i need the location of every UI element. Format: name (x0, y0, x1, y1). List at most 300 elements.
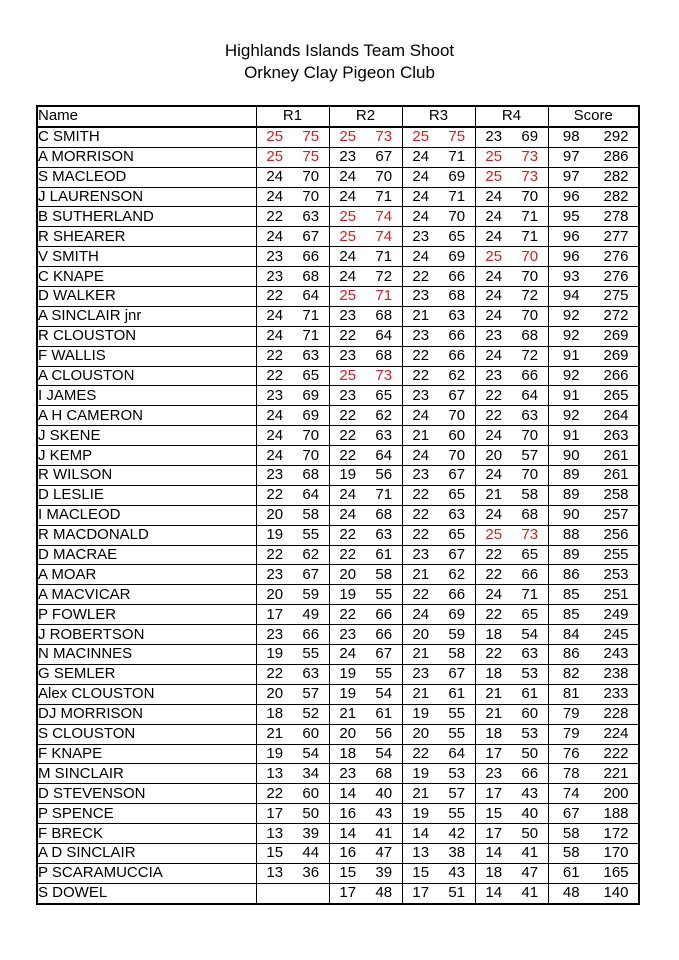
r1-hits (256, 883, 293, 903)
r1-hits: 22 (256, 287, 293, 307)
shooter-name: G SEMLER (37, 664, 256, 684)
r4-hits: 22 (475, 565, 512, 585)
score-points: 243 (594, 645, 639, 665)
score-hits: 94 (548, 287, 594, 307)
shooter-name: R SHEARER (37, 227, 256, 247)
r4-hits: 21 (475, 704, 512, 724)
shooter-name: J ROBERTSON (37, 625, 256, 645)
table-row (37, 704, 639, 724)
r3-hits: 21 (402, 784, 439, 804)
r2-hits: 23 (329, 386, 366, 406)
table-row (37, 824, 639, 844)
r2-hits: 22 (329, 545, 366, 565)
r2-hits: 23 (329, 306, 366, 326)
r4-hits: 15 (475, 804, 512, 824)
r2-points: 68 (366, 306, 402, 326)
score-hits: 84 (548, 625, 594, 645)
r2-hits: 25 (329, 227, 366, 247)
r1-hits: 19 (256, 645, 293, 665)
score-hits: 67 (548, 804, 594, 824)
score-hits: 91 (548, 426, 594, 446)
shooter-name: A D SINCLAIR (37, 843, 256, 863)
r1-points: 49 (293, 605, 329, 625)
r3-points: 70 (439, 207, 475, 227)
score-points: 282 (594, 187, 639, 207)
score-hits: 92 (548, 406, 594, 426)
r2-points: 66 (366, 625, 402, 645)
r1-hits: 23 (256, 466, 293, 486)
r2-points: 64 (366, 446, 402, 466)
r4-points: 73 (512, 167, 548, 187)
r1-points: 60 (293, 724, 329, 744)
shooter-name: R MACDONALD (37, 525, 256, 545)
r1-hits: 20 (256, 684, 293, 704)
score-hits: 85 (548, 605, 594, 625)
r3-points: 38 (439, 843, 475, 863)
score-points: 261 (594, 466, 639, 486)
r3-hits: 19 (402, 764, 439, 784)
r1-hits: 17 (256, 804, 293, 824)
results-body (37, 127, 639, 904)
r2-hits: 18 (329, 744, 366, 764)
results-table (36, 105, 640, 905)
r1-hits: 22 (256, 346, 293, 366)
r1-hits: 13 (256, 824, 293, 844)
r2-points: 58 (366, 565, 402, 585)
r1-points: 54 (293, 744, 329, 764)
score-points: 269 (594, 346, 639, 366)
r4-hits: 22 (475, 605, 512, 625)
r4-points: 73 (512, 525, 548, 545)
r1-points: 55 (293, 645, 329, 665)
r3-points: 62 (439, 366, 475, 386)
score-hits: 95 (548, 207, 594, 227)
score-hits: 61 (548, 863, 594, 883)
r1-points: 57 (293, 684, 329, 704)
r4-points: 47 (512, 863, 548, 883)
table-row (37, 167, 639, 187)
r4-points: 68 (512, 326, 548, 346)
score-hits: 90 (548, 505, 594, 525)
r2-hits: 22 (329, 326, 366, 346)
r2-points: 40 (366, 784, 402, 804)
r1-hits: 19 (256, 744, 293, 764)
r1-hits: 13 (256, 863, 293, 883)
score-points: 264 (594, 406, 639, 426)
r4-points: 70 (512, 306, 548, 326)
r1-points: 66 (293, 625, 329, 645)
r4-hits: 21 (475, 684, 512, 704)
table-row (37, 664, 639, 684)
r1-points: 63 (293, 207, 329, 227)
r2-hits: 25 (329, 127, 366, 147)
r3-hits: 14 (402, 824, 439, 844)
r2-points: 63 (366, 426, 402, 446)
table-row (37, 306, 639, 326)
column-header-r4: R4 (475, 106, 548, 127)
r3-hits: 15 (402, 863, 439, 883)
table-row (37, 267, 639, 287)
r4-points: 70 (512, 187, 548, 207)
r4-points: 40 (512, 804, 548, 824)
r4-hits: 17 (475, 744, 512, 764)
r2-hits: 23 (329, 346, 366, 366)
shooter-name: F KNAPE (37, 744, 256, 764)
score-hits: 96 (548, 227, 594, 247)
r2-points: 70 (366, 167, 402, 187)
page-subtitle: Orkney Clay Pigeon Club (244, 63, 435, 82)
r4-hits: 25 (475, 147, 512, 167)
r4-hits: 22 (475, 645, 512, 665)
shooter-name: B SUTHERLAND (37, 207, 256, 227)
score-points: 265 (594, 386, 639, 406)
r2-hits: 21 (329, 704, 366, 724)
r2-hits: 16 (329, 843, 366, 863)
r4-points: 60 (512, 704, 548, 724)
table-row (37, 187, 639, 207)
score-points: 272 (594, 306, 639, 326)
r4-points: 57 (512, 446, 548, 466)
shooter-name: J SKENE (37, 426, 256, 446)
r4-points: 73 (512, 147, 548, 167)
r1-hits: 24 (256, 446, 293, 466)
r3-points: 67 (439, 545, 475, 565)
r4-points: 69 (512, 127, 548, 147)
r3-points: 42 (439, 824, 475, 844)
table-row (37, 565, 639, 585)
r2-points: 71 (366, 247, 402, 267)
r3-hits: 21 (402, 306, 439, 326)
r4-hits: 21 (475, 485, 512, 505)
r1-points: 67 (293, 565, 329, 585)
r3-points: 70 (439, 406, 475, 426)
r3-hits: 24 (402, 207, 439, 227)
column-header-r3: R3 (402, 106, 475, 127)
score-hits: 85 (548, 585, 594, 605)
r2-hits: 20 (329, 565, 366, 585)
score-points: 286 (594, 147, 639, 167)
r4-hits: 25 (475, 247, 512, 267)
shooter-name: R WILSON (37, 466, 256, 486)
r2-hits: 25 (329, 366, 366, 386)
table-row (37, 585, 639, 605)
r4-points: 72 (512, 287, 548, 307)
r4-hits: 20 (475, 446, 512, 466)
r4-points: 41 (512, 843, 548, 863)
score-points: 245 (594, 625, 639, 645)
r3-hits: 25 (402, 127, 439, 147)
score-hits: 86 (548, 645, 594, 665)
r4-hits: 22 (475, 386, 512, 406)
table-row (37, 326, 639, 346)
score-points: 224 (594, 724, 639, 744)
shooter-name: V SMITH (37, 247, 256, 267)
r4-hits: 25 (475, 525, 512, 545)
r3-hits: 22 (402, 525, 439, 545)
r3-hits: 23 (402, 466, 439, 486)
r3-points: 60 (439, 426, 475, 446)
r4-hits: 17 (475, 784, 512, 804)
r2-hits: 14 (329, 784, 366, 804)
table-row (37, 784, 639, 804)
shooter-name: N MACINNES (37, 645, 256, 665)
table-row (37, 366, 639, 386)
r3-hits: 13 (402, 843, 439, 863)
r1-points: 44 (293, 843, 329, 863)
r4-points: 43 (512, 784, 548, 804)
r1-points: 58 (293, 505, 329, 525)
r2-points: 71 (366, 187, 402, 207)
r2-hits: 19 (329, 684, 366, 704)
shooter-name: D STEVENSON (37, 784, 256, 804)
score-points: 275 (594, 287, 639, 307)
r4-points: 70 (512, 267, 548, 287)
r1-points: 69 (293, 406, 329, 426)
r2-points: 61 (366, 704, 402, 724)
score-hits: 48 (562, 884, 580, 902)
r4-points: 71 (512, 207, 548, 227)
page-header (0, 40, 679, 84)
r4-points: 66 (512, 366, 548, 386)
r2-hits: 22 (329, 446, 366, 466)
shooter-name: M SINCLAIR (37, 764, 256, 784)
score-hits: 79 (548, 704, 594, 724)
r1-points: 71 (293, 326, 329, 346)
r2-hits: 25 (329, 207, 366, 227)
r3-hits: 23 (402, 664, 439, 684)
r2-points: 73 (366, 127, 402, 147)
r2-hits: 24 (329, 267, 366, 287)
score-hits: 92 (548, 306, 594, 326)
shooter-name: S MACLEOD (37, 167, 256, 187)
r3-hits: 24 (402, 187, 439, 207)
r2-points: 74 (366, 207, 402, 227)
r3-points: 62 (439, 565, 475, 585)
r1-hits: 24 (256, 187, 293, 207)
r1-hits: 23 (256, 247, 293, 267)
column-header-score: Score (548, 106, 639, 127)
table-row (37, 147, 639, 167)
r4-points: 41 (512, 883, 548, 903)
shooter-name: DJ MORRISON (37, 704, 256, 724)
r1-points: 55 (293, 525, 329, 545)
r1-points: 50 (293, 804, 329, 824)
r1-points: 64 (293, 287, 329, 307)
r2-points: 39 (366, 863, 402, 883)
r3-points: 67 (439, 664, 475, 684)
r1-points: 52 (293, 704, 329, 724)
r3-points: 68 (439, 287, 475, 307)
score-hits: 88 (548, 525, 594, 545)
shooter-name: A MOAR (37, 565, 256, 585)
r3-points: 71 (439, 147, 475, 167)
r2-hits: 23 (329, 147, 366, 167)
table-row (37, 724, 639, 744)
r3-hits: 23 (402, 227, 439, 247)
r3-hits: 22 (402, 744, 439, 764)
r4-points: 54 (512, 625, 548, 645)
r2-points: 71 (366, 287, 402, 307)
table-row (37, 744, 639, 764)
table-row (37, 505, 639, 525)
r4-hits: 24 (475, 187, 512, 207)
score-hits: 74 (548, 784, 594, 804)
score-points: 258 (594, 485, 639, 505)
r1-hits: 24 (256, 167, 293, 187)
r4-points: 70 (512, 247, 548, 267)
r3-hits: 23 (402, 386, 439, 406)
r4-points: 66 (512, 565, 548, 585)
shooter-name: D LESLIE (37, 485, 256, 505)
score-points: 282 (594, 167, 639, 187)
score-hits: 97 (548, 147, 594, 167)
r4-points: 53 (512, 664, 548, 684)
r1-hits: 22 (256, 207, 293, 227)
r4-points: 68 (512, 505, 548, 525)
r4-points: 71 (512, 585, 548, 605)
score-hits: 92 (548, 326, 594, 346)
r2-points: 67 (366, 645, 402, 665)
score-points: 261 (594, 446, 639, 466)
r3-points: 67 (439, 386, 475, 406)
r2-hits: 22 (329, 426, 366, 446)
r1-hits: 24 (256, 326, 293, 346)
score-points: 253 (594, 565, 639, 585)
score-points: 255 (594, 545, 639, 565)
r4-points: 70 (512, 466, 548, 486)
shooter-name: A MORRISON (37, 147, 256, 167)
score-hits: 89 (548, 485, 594, 505)
r2-points: 68 (366, 764, 402, 784)
r4-hits: 23 (475, 366, 512, 386)
table-row (37, 287, 639, 307)
r4-points: 50 (512, 824, 548, 844)
shooter-name: J KEMP (37, 446, 256, 466)
score-points: 278 (594, 207, 639, 227)
r4-hits: 23 (475, 127, 512, 147)
r3-points: 65 (439, 485, 475, 505)
r4-points: 63 (512, 645, 548, 665)
table-row (37, 684, 639, 704)
score-points: 228 (594, 704, 639, 724)
score-hits: 91 (548, 386, 594, 406)
r4-hits: 18 (475, 724, 512, 744)
r2-points: 67 (366, 147, 402, 167)
r4-hits: 25 (475, 167, 512, 187)
table-row (37, 843, 639, 863)
r2-points: 72 (366, 267, 402, 287)
score-points: 257 (594, 505, 639, 525)
r2-hits: 14 (329, 824, 366, 844)
r2-points: 41 (366, 824, 402, 844)
shooter-name: D WALKER (37, 287, 256, 307)
score-points: 200 (594, 784, 639, 804)
r3-points: 61 (439, 684, 475, 704)
r1-points: 75 (293, 147, 329, 167)
r3-hits: 22 (402, 485, 439, 505)
shooter-name: P FOWLER (37, 605, 256, 625)
r1-hits: 18 (256, 704, 293, 724)
r4-points: 63 (512, 406, 548, 426)
r3-hits: 22 (402, 346, 439, 366)
r1-points: 70 (293, 426, 329, 446)
r2-points: 74 (366, 227, 402, 247)
r4-hits: 24 (475, 466, 512, 486)
r3-hits: 20 (402, 625, 439, 645)
table-row (37, 247, 639, 267)
r3-hits: 19 (402, 804, 439, 824)
r4-hits: 17 (475, 824, 512, 844)
r3-points: 55 (439, 704, 475, 724)
r2-points: 68 (366, 346, 402, 366)
r3-points: 63 (439, 505, 475, 525)
r3-hits: 22 (402, 366, 439, 386)
r2-hits: 24 (329, 187, 366, 207)
r1-hits: 24 (256, 227, 293, 247)
r4-points: 65 (512, 545, 548, 565)
r2-hits: 19 (329, 466, 366, 486)
r4-hits: 24 (475, 267, 512, 287)
table-row (37, 605, 639, 625)
r1-hits: 24 (256, 426, 293, 446)
r3-hits: 23 (402, 326, 439, 346)
r2-hits: 17 (339, 884, 357, 902)
shooter-name: J LAURENSON (37, 187, 256, 207)
r1-hits: 25 (256, 147, 293, 167)
r2-points: 48 (366, 883, 402, 903)
shooter-name: P SPENCE (37, 804, 256, 824)
score-hits: 81 (548, 684, 594, 704)
r3-points: 71 (439, 187, 475, 207)
r2-hits: 16 (329, 804, 366, 824)
r4-hits: 24 (475, 505, 512, 525)
page-title: Highlands Islands Team Shoot (224, 41, 455, 60)
column-header-r1: R1 (256, 106, 329, 127)
r4-hits: 24 (475, 207, 512, 227)
r2-hits: 22 (329, 406, 366, 426)
table-row (37, 426, 639, 446)
table-row (37, 386, 639, 406)
r1-points: 69 (293, 386, 329, 406)
shooter-name: I MACLEOD (37, 505, 256, 525)
r3-points: 69 (439, 247, 475, 267)
r3-hits: 24 (402, 167, 439, 187)
shooter-name: P SCARAMUCCIA (37, 863, 256, 883)
r3-points: 53 (439, 764, 475, 784)
r2-points: 43 (366, 804, 402, 824)
r3-hits: 24 (402, 605, 439, 625)
score-hits: 76 (548, 744, 594, 764)
r3-points: 65 (439, 227, 475, 247)
r1-points: 68 (293, 466, 329, 486)
r4-points: 50 (512, 744, 548, 764)
r4-points: 61 (512, 684, 548, 704)
r2-hits: 24 (329, 247, 366, 267)
r1-hits: 21 (256, 724, 293, 744)
r4-hits: 24 (475, 426, 512, 446)
r4-hits: 23 (475, 764, 512, 784)
r2-points: 65 (366, 386, 402, 406)
r4-hits: 24 (475, 306, 512, 326)
score-hits: 58 (548, 843, 594, 863)
r2-hits: 19 (329, 664, 366, 684)
score-hits: 79 (548, 724, 594, 744)
score-hits: 97 (548, 167, 594, 187)
score-points: 256 (594, 525, 639, 545)
shooter-name: F BRECK (37, 824, 256, 844)
score-points: 276 (594, 247, 639, 267)
table-row (37, 804, 639, 824)
